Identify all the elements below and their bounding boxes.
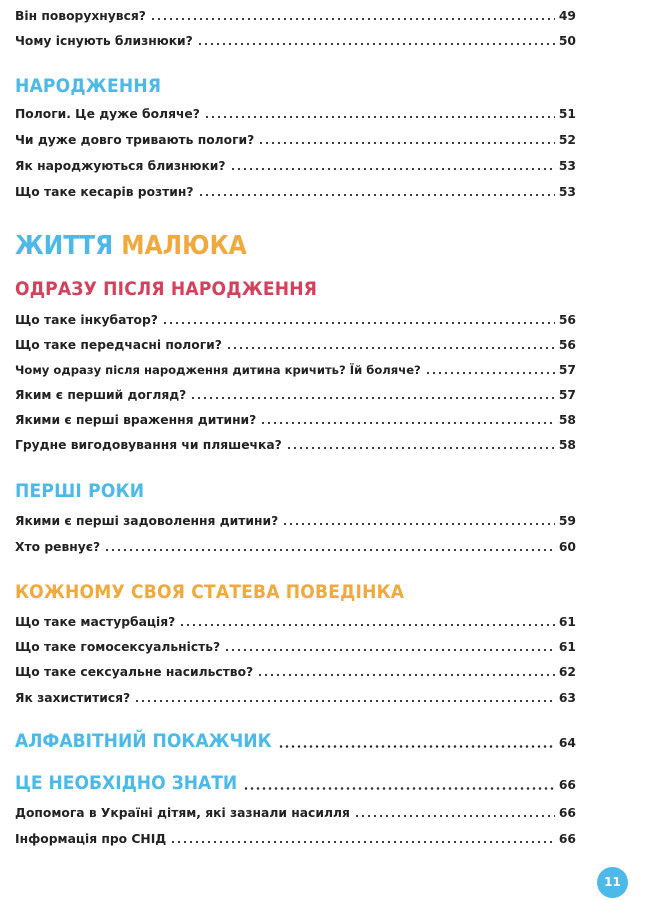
dot-leader [354,815,555,817]
toc-entry-title: Він поворухнувся? [15,9,146,23]
dot-leader [204,116,555,118]
toc-entry[interactable] [15,310,576,328]
toc-entry[interactable] [15,104,576,122]
toc-entry-page: 52 [558,133,576,147]
toc-entry-title: Якими є перші задоволення дитини? [15,514,279,528]
dot-leader [226,347,555,349]
dot-leader [230,168,555,170]
toc-entry[interactable] [15,360,576,378]
toc-entry-title: Допомога в Україні дітям, які зазнали насилля [15,806,350,820]
toc-entry[interactable] [15,612,576,630]
toc-entry-title: Якими є перші враження дитини? [15,413,257,427]
toc-entry-page: 57 [558,363,576,377]
toc-entry-title: Грудне вигодовування чи пляшечка? [15,438,282,452]
dot-leader [278,745,555,748]
page-number-badge: 11 [597,867,628,898]
toc-entry-page: 63 [558,691,576,705]
toc-entry[interactable] [15,335,576,353]
toc-entry-page: 66 [558,832,576,846]
toc-entry[interactable] [15,182,576,200]
toc-entry-page: 61 [558,640,576,654]
section-heading-first-years: ПЕРШІ РОКИ [15,480,145,502]
toc-entry-page: 59 [558,514,576,528]
dot-leader [260,422,555,424]
toc-entry-page: 60 [558,540,576,554]
dot-leader [198,194,555,196]
dot-leader [224,649,555,651]
section-heading-sexual-behavior: КОЖНОМУ СВОЯ СТАТЕВА ПОВЕДІНКА [15,581,405,603]
toc-entry-title: Як народжуються близнюки? [15,159,226,173]
toc-entry-page: 61 [558,615,576,629]
toc-entry[interactable] [15,156,576,174]
toc-heading-entry-need-to-know[interactable] [15,772,576,794]
dot-leader [243,787,555,790]
dot-leader [190,397,555,399]
toc-entry-page: 53 [558,159,576,173]
toc-entry[interactable] [15,829,576,847]
toc-entry-title: Як захиститися? [15,691,131,705]
dot-leader [150,18,555,20]
toc-heading-entry-index[interactable] [15,730,576,752]
toc-entry[interactable] [15,435,576,453]
section-heading-birth: НАРОДЖЕННЯ [15,75,162,97]
dot-leader [170,841,555,843]
toc-entry[interactable] [15,6,576,24]
toc-entry[interactable] [15,31,576,49]
toc-entry-title: Що таке кесарів розтин? [15,185,194,199]
toc-entry[interactable] [15,688,576,706]
toc-entry-title: Хто ревнує? [15,540,101,554]
dot-leader [197,43,555,45]
dot-leader [282,523,555,525]
dot-leader [162,322,555,324]
toc-entry-page: 49 [558,9,576,23]
toc-entry-page: 66 [558,806,576,820]
toc-entry-page: 66 [558,778,576,792]
toc-entry-title: Пологи. Це дуже боляче? [15,107,200,121]
dot-leader [286,447,555,449]
toc-entry-title: Чому одразу після народження дитина кричить? Їй боляче? [15,363,421,377]
dot-leader [179,624,555,626]
toc-entry-title: Що таке мастурбація? [15,615,176,629]
toc-entry-title: Що таке гомосексуальність? [15,640,221,654]
toc-entry-title: Чи дуже довго тривають пологи? [15,133,255,147]
toc-entry[interactable] [15,130,576,148]
toc-entry[interactable] [15,662,576,680]
toc-entry-page: 56 [558,313,576,327]
toc-entry-title: Що таке передчасні пологи? [15,338,222,352]
dot-leader [104,549,555,551]
toc-entry-title: Інформація про СНІД [15,832,167,846]
toc-entry-page: 56 [558,338,576,352]
toc-entry-page: 62 [558,665,576,679]
dot-leader [134,700,555,702]
toc-entry-title: Яким є перший догляд? [15,388,187,402]
toc-entry-page: 50 [558,34,576,48]
toc-entry-title: Чому існують близнюки? [15,34,193,48]
toc-entry-page: 64 [558,736,576,750]
toc-entry-page: 57 [558,388,576,402]
toc-entry-page: 58 [558,413,576,427]
toc-entry-title: Що таке інкубатор? [15,313,158,327]
toc-entry[interactable] [15,537,576,555]
toc-entry-page: 53 [558,185,576,199]
dot-leader [425,372,555,374]
section-heading-index: АЛФАВІТНИЙ ПОКАЖЧИК [15,730,272,752]
part-title-word-2: МАЛЮКА [121,231,247,261]
toc-entry[interactable] [15,410,576,428]
toc-entry-page: 58 [558,438,576,452]
section-heading-right-after-birth: ОДРАЗУ ПІСЛЯ НАРОДЖЕННЯ [15,278,318,300]
dot-leader [258,142,555,144]
toc-entry-title: Що таке сексуальне насильство? [15,665,254,679]
dot-leader [257,674,555,676]
toc-entry[interactable] [15,803,576,821]
toc-entry[interactable] [15,637,576,655]
toc-entry[interactable] [15,385,576,403]
toc-entry[interactable] [15,511,576,529]
section-heading-need-to-know: ЦЕ НЕОБХІДНО ЗНАТИ [15,772,238,794]
part-title-word-1: ЖИТТЯ [15,231,114,261]
toc-entry-page: 51 [558,107,576,121]
part-title [15,231,247,261]
